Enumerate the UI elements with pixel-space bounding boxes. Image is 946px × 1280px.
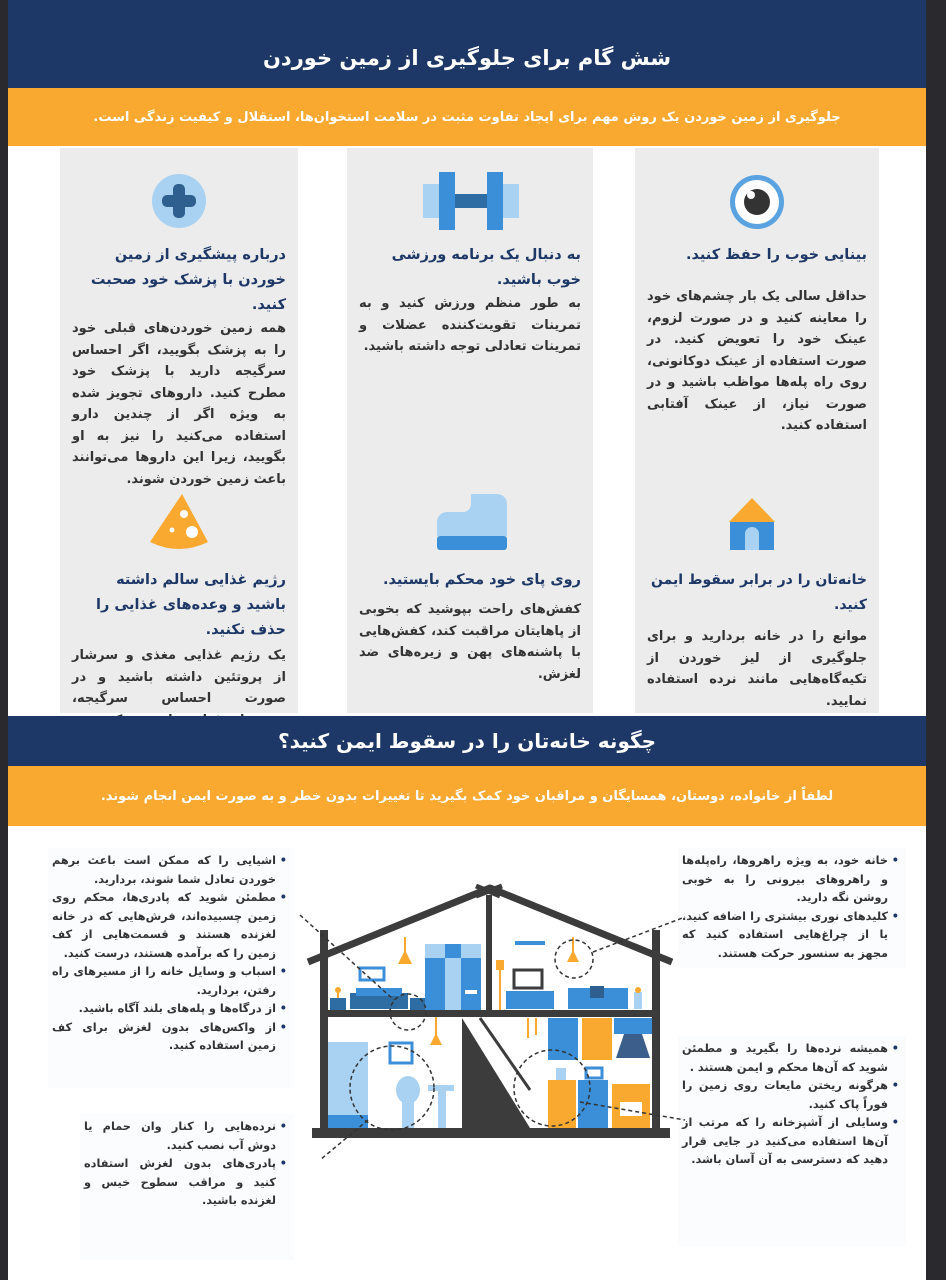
tip-item: • از واکس‌های بدون لغزش برای کف زمین استفاده کنید.: [52, 1019, 276, 1056]
step-title: خانه‌تان را در برابر سقوط ایمن کنید.: [651, 572, 867, 613]
step-title: به دنبال یک برنامه ورزشی خوب باشید.: [391, 247, 581, 288]
shoe-icon: [435, 492, 509, 552]
step-body: یک رژیم غذایی مغذی و سرشار از پروتئین داشته باشید و در صورت احساس سرگیجه،: [72, 648, 286, 706]
section-title: چگونه خانه‌تان را در سقوط ایمن کنید؟: [277, 729, 657, 753]
tip-item: • پادری‌های بدون لغزش استفاده کنید و مراقب سطوح خیس و لغزنده باشید.: [84, 1155, 276, 1211]
tip-item: • همیشه نرده‌ها را بگیرید و مطمئن شوید که آن‌ها محکم و ایمن هستند .: [682, 1040, 888, 1077]
section-intro-banner: [8, 766, 926, 826]
tip-item: • کلیدهای نوری بیشتری را اضافه کنید. یا از چراغ‌هایی استفاده کنید که مجهز به سنسور حرکت هستند.: [682, 908, 888, 964]
intro-banner: [8, 88, 926, 146]
infographic-page: [8, 0, 926, 1280]
tip-item: • هرگونه ریختن مایعات روی زمین را فوراً پاک کنید.: [682, 1077, 888, 1114]
house-cross-section-illustration: [290, 840, 690, 1160]
tips-top-left: [48, 848, 294, 1088]
step-body: کفش‌های راحت بپوشید که بخوبی از پاهایتان مراقبت کند، کفش‌هایی با پاشنه‌های پهن و زیره‌های ضد لغزش.: [359, 602, 581, 682]
page-title: شش گام برای جلوگیری از زمین خوردن: [263, 46, 671, 70]
section-intro-text: لطفاً از خانواده، دوستان، همسایگان و مراقبان خود کمک بگیرید تا تغییرات بدون خطر و به صورت ایمن انجام شوند.: [100, 788, 834, 804]
step-body: به طور منظم ورزش کنید و به تمرینات تقویت‌کننده عضلات و تمرینات تعادلی توجه داشته باشید.: [359, 296, 581, 354]
title-banner: [8, 0, 926, 88]
step-body: همه زمین خوردن‌های قبلی خود را به پزشک بگویید، اگر احساس سرگیجه دارید با پزشک خود مطرح کنید. داروهای تجویز شده به ویژه اگر از چندین دارو استفاده می‌کنید را نیز به او بگویید، زیرا این داروها می‌توانند باعث زمین خوردن شوند.: [72, 321, 286, 487]
dumbbell-icon: [423, 170, 519, 232]
section-banner: [8, 716, 926, 766]
medical-cross-icon: [152, 174, 206, 228]
tips-top-right: [678, 848, 906, 968]
step-title: بینایی خوب را حفظ کنید.: [685, 247, 867, 263]
tip-item: • اشیایی را که ممکن است باعث برهم خوردن تعادل شما شوند، بردارید.: [52, 852, 276, 889]
tip-item: • اسباب و وسایل خانه را از مسیرهای راه رفتن، بردارید.: [52, 963, 276, 1000]
tips-bottom-left: [80, 1114, 294, 1260]
tip-item: • نرده‌هایی را کنار وان حمام یا دوش آب نصب کنید.: [84, 1118, 276, 1155]
step-title: رژیم غذایی سالم داشته باشید و وعده‌های غذایی را حذف نکنید.: [96, 572, 286, 638]
step-text-footing: [359, 568, 581, 685]
tip-item: • خانه خود، به ویژه راهروها، راه‌پله‌ها و راهروهای بیرونی را به خوبی روشن نگه دارید.: [682, 852, 888, 908]
step-body: موانع را در خانه بردارید و برای جلوگیری از لیز خوردن از تکیه‌گاه‌هایی مانند نرده استفاده نمایید.: [647, 629, 867, 709]
house-icon: [729, 498, 775, 552]
tips-bottom-right: [678, 1036, 906, 1246]
step-title: درباره پیشگیری از زمین خوردن با پزشک خود صحبت کنید.: [90, 247, 286, 313]
eye-icon: [729, 174, 785, 230]
step-title: روی پای خود محکم بایستید.: [382, 572, 581, 588]
tip-item: • مطمئن شوید که پادری‌ها، محکم روی زمین چسبیده‌اند، فرش‌هایی که در خانه لغزنده هستند و قسمت‌هایی از کف زمین را که برآمده هستند، درست کنید.: [52, 889, 276, 963]
intro-text: جلوگیری از زمین خوردن یک روش مهم برای ایجاد تفاوت مثبت در سلامت استخوان‌ها، استقلال و کیفیت زندگی است.: [93, 109, 841, 125]
tip-item: • از درگاه‌ها و پله‌های بلند آگاه باشید.: [52, 1000, 276, 1019]
step-body: حداقل سالی یک بار چشم‌های خود را معاینه کنید و در صورت لزوم، عینک خود را تعویض کنید. در صورت استفاده از عینک دوکانونی، روی راه پله‌ها مواظب باشید و در صورت نیاز، از عینک آفتابی استفاده کنید.: [647, 289, 867, 433]
step-text-home: [647, 568, 867, 712]
tip-item: • وسایلی از آشپزخانه را که مرتب از آن‌ها استفاده می‌کنید در جایی قرار دهید که دسترسی به آن آسان باشد.: [682, 1114, 888, 1170]
cheese-icon: [148, 492, 210, 554]
step-text-nutrition: [72, 568, 286, 731]
